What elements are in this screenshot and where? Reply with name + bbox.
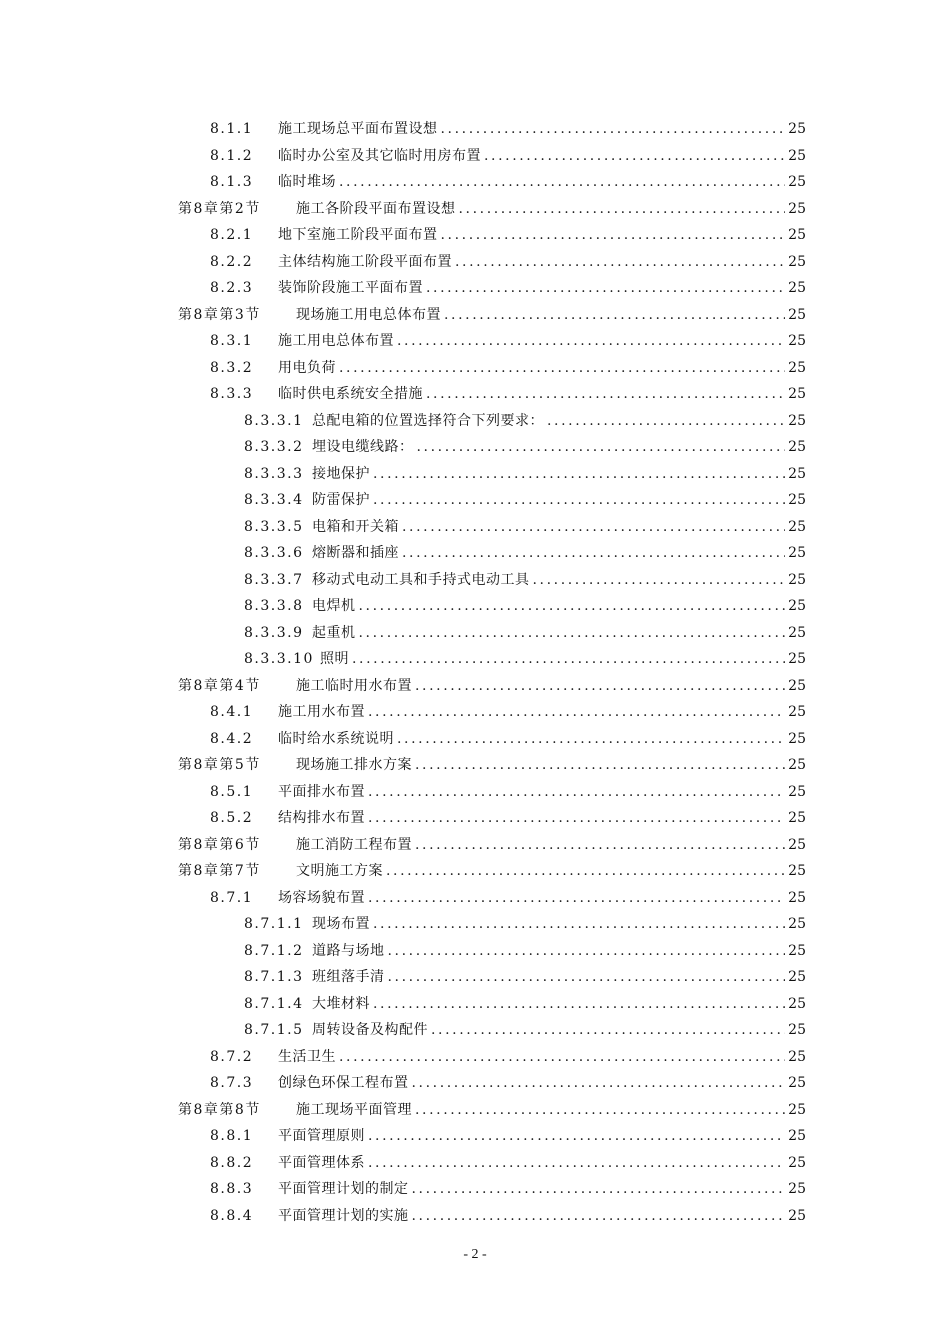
- toc-entry-number: 8.3.3.3: [244, 465, 304, 482]
- dot-leader: [412, 1176, 786, 1203]
- toc-entry-page: 25: [788, 306, 806, 323]
- toc-entry-number: 第8章第2节: [178, 200, 261, 217]
- toc-entry[interactable]: [0, 540, 950, 567]
- toc-entry-line: [210, 699, 806, 726]
- toc-entry[interactable]: [0, 1044, 950, 1071]
- dot-leader: [459, 196, 786, 223]
- toc-entry-page: 25: [788, 969, 806, 985]
- toc-entry-title: 接地保护: [312, 465, 370, 482]
- dot-leader: [431, 1017, 785, 1044]
- toc-entry-line: [210, 143, 806, 170]
- toc-entry-page: 25: [788, 1075, 806, 1091]
- toc-entry[interactable]: [0, 196, 950, 223]
- toc-entry[interactable]: [0, 646, 950, 673]
- toc-entry-title: 施工临时用水布置: [296, 677, 412, 694]
- toc-entry-page: 25: [788, 783, 806, 800]
- toc-entry-number: 8.3.3.9: [244, 624, 304, 641]
- toc-entry-number: 8.3.2: [210, 359, 254, 376]
- toc-entry-line: [244, 911, 806, 938]
- toc-entry[interactable]: [0, 275, 950, 302]
- toc-entry-number: 8.4.2: [210, 730, 254, 747]
- table-of-contents: [0, 116, 950, 1229]
- toc-entry-title: 场容场貌布置: [278, 889, 365, 906]
- dot-leader: [402, 514, 785, 541]
- dot-leader: [339, 1044, 785, 1071]
- toc-entry[interactable]: [0, 593, 950, 620]
- toc-entry-title: 施工现场总平面布置设想: [278, 121, 438, 137]
- toc-entry-line: [244, 646, 806, 673]
- toc-entry-title: 电焊机: [312, 598, 356, 614]
- toc-entry-page: 25: [788, 916, 806, 932]
- toc-entry-number: 第8章第6节: [178, 836, 261, 853]
- toc-entry-line: [210, 1070, 806, 1097]
- toc-entry[interactable]: [0, 1203, 950, 1230]
- toc-entry-line: [210, 805, 806, 832]
- dot-leader: [373, 461, 785, 488]
- toc-entry[interactable]: [0, 487, 950, 514]
- toc-entry[interactable]: [0, 938, 950, 965]
- toc-entry-number: 8.1.2: [210, 147, 254, 164]
- toc-entry[interactable]: [0, 169, 950, 196]
- toc-entry-page: 25: [788, 889, 806, 906]
- toc-entry-number: 8.2.1: [210, 227, 254, 243]
- toc-entry-page: 25: [788, 147, 806, 164]
- toc-entry[interactable]: [0, 620, 950, 647]
- toc-entry-number: 8.8.2: [210, 1154, 254, 1171]
- dot-leader: [359, 620, 786, 647]
- toc-entry-line: [210, 726, 806, 753]
- toc-entry-line: [244, 567, 806, 594]
- toc-entry-page: 25: [788, 1128, 806, 1144]
- dot-leader: [484, 143, 785, 170]
- toc-entry[interactable]: [0, 991, 950, 1018]
- toc-entry-line: [244, 408, 806, 435]
- toc-entry-number: 8.7.1.2: [244, 942, 304, 959]
- dot-leader: [352, 646, 785, 673]
- toc-entry[interactable]: [0, 1150, 950, 1177]
- dot-leader: [359, 593, 786, 620]
- toc-entry-line: [178, 752, 806, 779]
- dot-leader: [412, 1070, 786, 1097]
- toc-entry-page: 25: [788, 492, 806, 508]
- toc-entry-title: 临时给水系统说明: [278, 730, 394, 747]
- toc-entry[interactable]: [0, 805, 950, 832]
- toc-entry-line: [244, 991, 806, 1018]
- toc-entry-page: 25: [788, 836, 806, 853]
- toc-entry-line: [210, 1150, 806, 1177]
- toc-entry-line: [244, 434, 806, 461]
- toc-entry[interactable]: [0, 381, 950, 408]
- dot-leader: [533, 567, 786, 594]
- toc-entry-line: [210, 1123, 806, 1150]
- toc-entry-title: 平面管理计划的制定: [278, 1181, 409, 1197]
- toc-entry-title: 移动式电动工具和手持式电动工具: [312, 571, 530, 588]
- toc-entry-title: 装饰阶段施工平面布置: [278, 280, 423, 296]
- toc-entry[interactable]: [0, 911, 950, 938]
- toc-entry-number: 8.8.4: [210, 1207, 254, 1224]
- toc-entry-line: [178, 196, 806, 223]
- toc-entry-number: 8.3.1: [210, 333, 254, 349]
- toc-entry-title: 防雷保护: [312, 492, 370, 508]
- toc-entry-title: 电箱和开关箱: [312, 518, 399, 535]
- toc-entry-line: [244, 540, 806, 567]
- toc-entry-number: 8.7.1.5: [244, 1022, 304, 1038]
- toc-entry-title: 埋设电缆线路：: [312, 439, 414, 455]
- toc-entry[interactable]: [0, 779, 950, 806]
- toc-entry[interactable]: [0, 116, 950, 143]
- dot-leader: [368, 805, 785, 832]
- toc-entry-number: 8.1.1: [210, 121, 254, 137]
- toc-entry-page: 25: [788, 200, 806, 217]
- toc-entry-number: 8.3.3.5: [244, 518, 304, 535]
- toc-entry-page: 25: [788, 412, 806, 429]
- toc-entry[interactable]: [0, 1176, 950, 1203]
- toc-entry-page: 25: [788, 1022, 806, 1038]
- toc-entry[interactable]: [0, 567, 950, 594]
- toc-entry-page: 25: [788, 1181, 806, 1197]
- toc-entry-number: 第8章第7节: [178, 863, 261, 879]
- toc-entry-page: 25: [788, 571, 806, 588]
- toc-entry-number: 8.4.1: [210, 704, 254, 720]
- toc-entry-line: [210, 328, 806, 355]
- toc-entry[interactable]: [0, 143, 950, 170]
- toc-entry[interactable]: [0, 673, 950, 700]
- toc-entry[interactable]: [0, 302, 950, 329]
- toc-entry-line: [244, 593, 806, 620]
- toc-entry-number: 8.3.3.1: [244, 412, 304, 429]
- toc-entry-title: 用电负荷: [278, 359, 336, 376]
- toc-entry-page: 25: [788, 253, 806, 270]
- toc-entry-title: 临时办公室及其它临时用房布置: [278, 147, 481, 164]
- toc-entry-page: 25: [788, 121, 806, 137]
- toc-entry[interactable]: [0, 461, 950, 488]
- dot-leader: [441, 222, 786, 249]
- toc-entry-title: 施工现场平面管理: [296, 1101, 412, 1118]
- toc-entry-number: 8.3.3.4: [244, 492, 304, 508]
- dot-leader: [444, 302, 785, 329]
- toc-entry-number: 8.3.3.10: [244, 651, 314, 667]
- toc-entry-title: 施工消防工程布置: [296, 836, 412, 853]
- toc-entry-title: 创绿色环保工程布置: [278, 1075, 409, 1091]
- toc-entry-page: 25: [788, 651, 806, 667]
- toc-entry-title: 主体结构施工阶段平面布置: [278, 253, 452, 270]
- toc-entry-title: 结构排水布置: [278, 810, 365, 826]
- toc-entry-title: 大堆材料: [312, 995, 370, 1012]
- toc-entry-title: 平面管理体系: [278, 1154, 365, 1171]
- toc-entry-number: 8.3.3.8: [244, 598, 304, 614]
- toc-entry[interactable]: [0, 1097, 950, 1124]
- toc-entry-line: [210, 1176, 806, 1203]
- toc-entry-page: 25: [788, 280, 806, 296]
- dot-leader: [368, 1150, 785, 1177]
- toc-entry-number: 8.2.2: [210, 253, 254, 270]
- toc-entry-line: [210, 355, 806, 382]
- toc-entry-number: 8.8.1: [210, 1128, 254, 1144]
- toc-entry-title: 施工用电总体布置: [278, 333, 394, 349]
- toc-entry-line: [244, 964, 806, 991]
- toc-entry-page: 25: [788, 757, 806, 773]
- toc-entry-line: [210, 1203, 806, 1230]
- toc-entry-page: 25: [788, 1207, 806, 1224]
- dot-leader: [426, 275, 785, 302]
- toc-entry[interactable]: [0, 1123, 950, 1150]
- toc-entry-line: [210, 779, 806, 806]
- toc-entry-number: 8.7.2: [210, 1048, 254, 1065]
- dot-leader: [415, 1097, 785, 1124]
- dot-leader: [547, 408, 785, 435]
- toc-entry-line: [244, 461, 806, 488]
- toc-entry-title: 熔断器和插座: [312, 545, 399, 561]
- toc-entry[interactable]: [0, 434, 950, 461]
- toc-entry-number: 8.7.1: [210, 889, 254, 906]
- toc-entry-title: 现场施工排水方案: [296, 757, 412, 773]
- toc-entry[interactable]: [0, 408, 950, 435]
- toc-entry-title: 起重机: [312, 624, 356, 641]
- toc-entry-line: [244, 938, 806, 965]
- toc-entry-page: 25: [788, 810, 806, 826]
- toc-entry-title: 道路与场地: [312, 942, 385, 959]
- toc-entry-number: 第8章第5节: [178, 757, 261, 773]
- toc-entry-title: 地下室施工阶段平面布置: [278, 227, 438, 243]
- dot-leader: [373, 487, 785, 514]
- toc-entry-line: [210, 1044, 806, 1071]
- toc-entry-title: 临时堆场: [278, 174, 336, 190]
- dot-leader: [388, 938, 786, 965]
- dot-leader: [415, 832, 785, 859]
- toc-entry-number: 8.7.1.1: [244, 916, 304, 932]
- toc-entry-page: 25: [788, 545, 806, 561]
- toc-entry-line: [244, 620, 806, 647]
- toc-entry-line: [178, 858, 806, 885]
- toc-entry-line: [210, 249, 806, 276]
- dot-leader: [386, 858, 785, 885]
- toc-entry-line: [210, 381, 806, 408]
- toc-entry[interactable]: [0, 328, 950, 355]
- toc-entry-page: 25: [788, 704, 806, 720]
- dot-leader: [402, 540, 785, 567]
- toc-entry[interactable]: [0, 699, 950, 726]
- toc-entry-title: 施工用水布置: [278, 704, 365, 720]
- toc-entry-page: 25: [788, 518, 806, 535]
- toc-entry-title: 施工各阶段平面布置设想: [296, 200, 456, 217]
- dot-leader: [373, 911, 785, 938]
- toc-entry-title: 总配电箱的位置选择符合下列要求：: [312, 412, 544, 429]
- toc-entry-page: 25: [788, 439, 806, 455]
- toc-entry[interactable]: [0, 222, 950, 249]
- toc-entry-page: 25: [788, 359, 806, 376]
- toc-entry-page: 25: [788, 863, 806, 879]
- toc-entry-title: 平面管理计划的实施: [278, 1207, 409, 1224]
- dot-leader: [397, 726, 785, 753]
- toc-entry-title: 班组落手清: [312, 969, 385, 985]
- toc-entry[interactable]: [0, 726, 950, 753]
- toc-entry[interactable]: [0, 832, 950, 859]
- toc-entry-number: 8.5.1: [210, 783, 254, 800]
- toc-entry-page: 25: [788, 227, 806, 243]
- dot-leader: [441, 116, 786, 143]
- toc-entry-line: [178, 673, 806, 700]
- toc-entry[interactable]: [0, 249, 950, 276]
- toc-entry[interactable]: [0, 752, 950, 779]
- dot-leader: [412, 1203, 786, 1230]
- dot-leader: [373, 991, 785, 1018]
- toc-entry[interactable]: [0, 858, 950, 885]
- toc-entry-page: 25: [788, 386, 806, 402]
- toc-entry-page: 25: [788, 1048, 806, 1065]
- toc-entry-page: 25: [788, 1101, 806, 1118]
- toc-entry-title: 生活卫生: [278, 1048, 336, 1065]
- dot-leader: [339, 355, 785, 382]
- toc-entry-number: 8.8.3: [210, 1181, 254, 1197]
- toc-entry-page: 25: [788, 333, 806, 349]
- toc-entry-number: 8.1.3: [210, 174, 254, 190]
- toc-entry-line: [210, 116, 806, 143]
- toc-entry-line: [178, 832, 806, 859]
- dot-leader: [415, 673, 785, 700]
- dot-leader: [368, 699, 785, 726]
- toc-entry[interactable]: [0, 964, 950, 991]
- toc-entry-title: 现场施工用电总体布置: [296, 306, 441, 323]
- dot-leader: [368, 779, 785, 806]
- toc-entry-number: 第8章第8节: [178, 1101, 261, 1118]
- toc-entry-title: 现场布置: [312, 916, 370, 932]
- dot-leader: [339, 169, 785, 196]
- toc-entry-number: 8.3.3.7: [244, 571, 304, 588]
- toc-entry-number: 8.3.3.2: [244, 439, 304, 455]
- toc-entry[interactable]: [0, 355, 950, 382]
- toc-entry-number: 8.3.3.6: [244, 545, 304, 561]
- page-number: - 2 -: [463, 1247, 487, 1262]
- toc-entry-number: 8.7.3: [210, 1075, 254, 1091]
- toc-entry-number: 8.5.2: [210, 810, 254, 826]
- toc-entry-line: [210, 222, 806, 249]
- toc-entry-title: 平面排水布置: [278, 783, 365, 800]
- toc-entry-number: 8.7.1.3: [244, 969, 304, 985]
- toc-entry-number: 8.3.3: [210, 386, 254, 402]
- toc-entry[interactable]: [0, 1017, 950, 1044]
- toc-entry-page: 25: [788, 174, 806, 190]
- toc-entry-line: [244, 1017, 806, 1044]
- toc-entry-title: 平面管理原则: [278, 1128, 365, 1144]
- toc-entry-page: 25: [788, 1154, 806, 1171]
- toc-entry-title: 文明施工方案: [296, 863, 383, 879]
- toc-entry[interactable]: [0, 1070, 950, 1097]
- dot-leader: [368, 1123, 785, 1150]
- toc-entry-number: 第8章第3节: [178, 306, 261, 323]
- toc-entry[interactable]: [0, 885, 950, 912]
- toc-entry-line: [244, 514, 806, 541]
- toc-entry-page: 25: [788, 598, 806, 614]
- dot-leader: [417, 434, 786, 461]
- dot-leader: [415, 752, 785, 779]
- toc-entry-line: [210, 169, 806, 196]
- toc-entry-line: [178, 302, 806, 329]
- toc-entry-page: 25: [788, 624, 806, 641]
- toc-entry-number: 第8章第4节: [178, 677, 261, 694]
- toc-entry-line: [178, 1097, 806, 1124]
- toc-entry-line: [210, 885, 806, 912]
- dot-leader: [368, 885, 785, 912]
- toc-entry-page: 25: [788, 942, 806, 959]
- toc-entry-title: 照明: [320, 651, 349, 667]
- dot-leader: [455, 249, 785, 276]
- toc-entry-page: 25: [788, 995, 806, 1012]
- toc-entry[interactable]: [0, 514, 950, 541]
- dot-leader: [426, 381, 785, 408]
- toc-entry-page: 25: [788, 465, 806, 482]
- toc-entry-number: 8.2.3: [210, 280, 254, 296]
- toc-entry-number: 8.7.1.4: [244, 995, 304, 1012]
- toc-entry-line: [244, 487, 806, 514]
- toc-entry-title: 临时供电系统安全措施: [278, 386, 423, 402]
- toc-entry-page: 25: [788, 677, 806, 694]
- dot-leader: [388, 964, 786, 991]
- toc-entry-line: [210, 275, 806, 302]
- dot-leader: [397, 328, 785, 355]
- toc-entry-page: 25: [788, 730, 806, 747]
- toc-entry-title: 周转设备及构配件: [312, 1022, 428, 1038]
